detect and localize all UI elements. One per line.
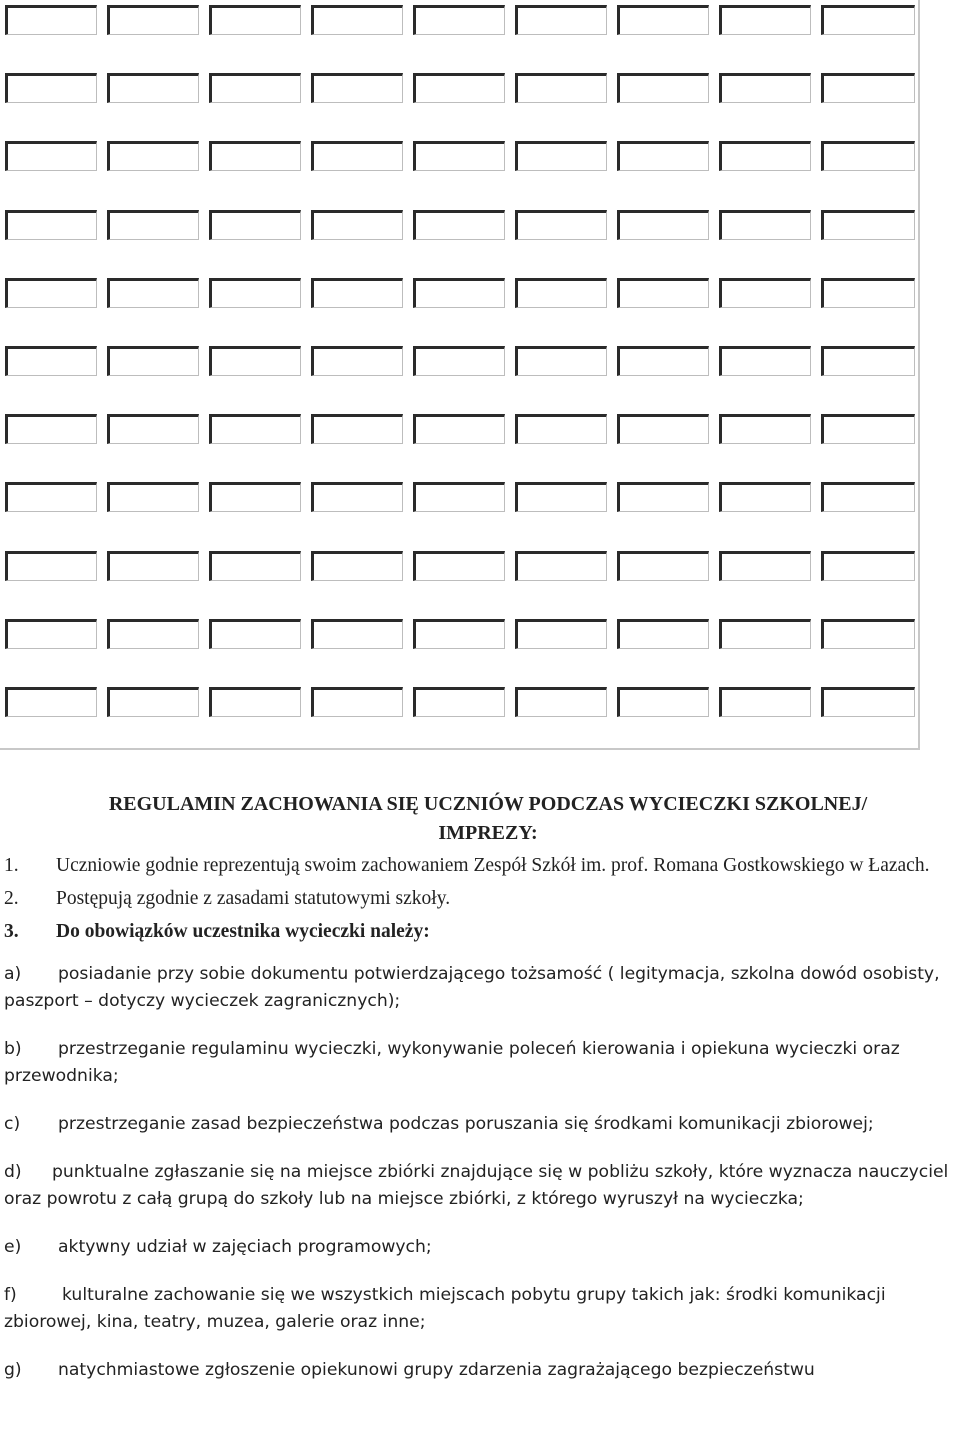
empty-field-box [209,551,301,581]
grid-cell [102,341,204,408]
grid-cell [0,0,102,67]
empty-field-box [719,414,811,444]
empty-field-box [107,210,199,240]
empty-field-box [719,73,811,103]
grid-cell [714,682,816,749]
grid-cell [306,0,408,67]
grid-cell [204,273,306,340]
empty-field-box [413,687,505,717]
point-text: Postępują zgodnie z zasadami statutowymi szkoły. [56,888,451,909]
empty-field-box [821,687,915,717]
regulations-title [24,790,952,848]
empty-field-box [515,414,607,444]
empty-field-box [5,141,97,171]
grid-row [0,273,920,340]
grid-cell [612,546,714,613]
empty-field-box [515,5,607,35]
empty-field-box [209,278,301,308]
grid-cell [306,68,408,135]
empty-field-box [311,73,403,103]
grid-cell [102,205,204,272]
empty-field-box [5,551,97,581]
grid-cell [816,409,920,476]
empty-field-box [311,5,403,35]
empty-field-box [209,482,301,512]
grid-cell [510,205,612,272]
grid-cell [714,136,816,203]
grid-cell [714,205,816,272]
grid-cell [0,546,102,613]
grid-cell [204,546,306,613]
empty-field-box [719,210,811,240]
empty-field-box [617,73,709,103]
empty-field-box [821,482,915,512]
grid-cell [204,614,306,681]
empty-field-box [311,619,403,649]
regulations-section [4,790,952,1384]
point-number: 1. [4,855,19,876]
empty-field-box [107,687,199,717]
empty-field-box [719,619,811,649]
point-number: 3. [4,921,19,942]
empty-field-box [107,278,199,308]
grid-row [0,136,920,203]
grid-cell [408,477,510,544]
grid-cell [0,68,102,135]
grid-cell [102,273,204,340]
empty-field-box [311,278,403,308]
item-text: przestrzeganie regulaminu wycieczki, wykonywanie poleceń kierowania i opiekuna wycieczki oraz przewodnika; [4,1039,900,1086]
grid-cell [0,205,102,272]
grid-cell [816,341,920,408]
grid-cell [306,682,408,749]
grid-cell [0,341,102,408]
item-letter: b) [4,1039,22,1059]
point-text: Do obowiązków uczestnika wycieczki należy: [56,921,430,942]
empty-field-box [413,5,505,35]
empty-field-box [209,414,301,444]
grid-cell [306,546,408,613]
grid-cell [510,546,612,613]
empty-field-box [515,346,607,376]
empty-field-box [311,141,403,171]
empty-field-box [821,619,915,649]
grid-cell [816,273,920,340]
grid-cell [816,68,920,135]
item-text: natychmiastowe zgłoszenie opiekunowi grupy zdarzenia zagrażającego bezpieczeństwu [58,1360,815,1380]
grid-cell [714,273,816,340]
empty-field-box [617,278,709,308]
empty-field-box [515,687,607,717]
empty-field-box [311,551,403,581]
empty-field-box [413,619,505,649]
empty-field-box [5,414,97,444]
grid-cell [204,341,306,408]
grid-cell [408,273,510,340]
empty-field-box [719,5,811,35]
grid-cell [714,477,816,544]
title-line-2: IMPREZY: [438,822,538,844]
empty-field-box [5,210,97,240]
grid-cell [0,136,102,203]
empty-field-box [413,210,505,240]
empty-field-box [515,482,607,512]
empty-field-box [311,210,403,240]
grid-cell [714,68,816,135]
empty-field-box [413,551,505,581]
empty-field-box [617,5,709,35]
grid-cell [408,614,510,681]
grid-cell [0,682,102,749]
grid-row [0,205,920,272]
empty-field-box [719,141,811,171]
empty-field-box [413,73,505,103]
point-2 [4,885,952,912]
grid-row [0,477,920,544]
empty-field-box [413,278,505,308]
grid-cell [102,614,204,681]
empty-field-box [107,619,199,649]
grid-cell [0,273,102,340]
empty-field-box [617,482,709,512]
empty-field-box [5,687,97,717]
grid-cell [816,477,920,544]
grid-cell [714,341,816,408]
empty-field-box [719,551,811,581]
grid-cell [204,477,306,544]
grid-cell [612,477,714,544]
point-1 [4,852,952,879]
item-e [4,1234,952,1261]
grid-row [0,614,920,681]
empty-field-box [617,414,709,444]
grid-row [0,0,920,67]
grid-cell [510,477,612,544]
grid-cell [612,68,714,135]
empty-field-box [515,551,607,581]
grid-cell [102,136,204,203]
empty-field-box [311,414,403,444]
grid-cell [408,341,510,408]
empty-field-box [821,551,915,581]
item-text: aktywny udział w zajęciach programowych; [58,1237,432,1257]
grid-cell [306,341,408,408]
grid-cell [102,68,204,135]
empty-field-box [107,5,199,35]
grid-cell [408,68,510,135]
grid-cell [816,205,920,272]
grid-cell [102,546,204,613]
grid-row [0,546,920,613]
item-d [4,1159,952,1213]
grid-cell [408,0,510,67]
empty-field-box [821,278,915,308]
empty-field-box [719,278,811,308]
empty-field-box [107,141,199,171]
empty-field-box [5,346,97,376]
empty-field-box [821,210,915,240]
grid-cell [0,614,102,681]
item-letter: d) [4,1162,22,1182]
item-b [4,1036,952,1090]
empty-field-box [5,482,97,512]
grid-cell [510,136,612,203]
empty-field-box [821,73,915,103]
grid-cell [510,682,612,749]
grid-row [0,409,920,476]
grid-cell [306,614,408,681]
grid-cell [612,273,714,340]
grid-cell [408,682,510,749]
empty-field-box [311,346,403,376]
grid-cell [612,409,714,476]
grid-cell [714,409,816,476]
empty-field-box [617,551,709,581]
item-letter: a) [4,964,22,984]
empty-field-box [5,619,97,649]
grid-cell [306,477,408,544]
item-text: przestrzeganie zasad bezpieczeństwa podczas poruszania się środkami komunikacji zbiorowej; [58,1114,874,1134]
empty-field-box [719,687,811,717]
empty-field-box [311,687,403,717]
empty-field-box [821,414,915,444]
grid-cell [714,614,816,681]
grid-cell [408,136,510,203]
empty-field-box [515,73,607,103]
empty-field-box [5,73,97,103]
empty-field-box [107,346,199,376]
empty-field-box [515,210,607,240]
point-3 [4,918,952,945]
grid-cell [204,682,306,749]
item-letter: g) [4,1360,22,1380]
empty-field-box [515,278,607,308]
grid-cell [102,0,204,67]
grid-cell [204,205,306,272]
grid-cell [510,409,612,476]
grid-row [0,68,920,135]
empty-field-box [107,414,199,444]
empty-field-box [209,210,301,240]
grid-cell [510,341,612,408]
grid-cell [612,205,714,272]
empty-field-box [617,141,709,171]
grid-cell [816,0,920,67]
grid-cell [612,614,714,681]
grid-cell [0,477,102,544]
empty-field-box [209,346,301,376]
empty-field-box [5,278,97,308]
grid-cell [204,409,306,476]
grid-cell [102,682,204,749]
grid-cell [102,409,204,476]
empty-field-box [209,141,301,171]
empty-field-box [719,346,811,376]
item-c [4,1111,952,1138]
item-letter: f) [4,1285,17,1305]
grid-cell [102,477,204,544]
point-text: Uczniowie godnie reprezentują swoim zachowaniem Zespół Szkół im. prof. Romana Gostkowskiego w Łazach. [56,855,930,876]
item-a [4,961,952,1015]
empty-field-box [107,551,199,581]
empty-field-box [515,619,607,649]
empty-field-box [413,482,505,512]
empty-field-box [209,73,301,103]
empty-field-box [617,619,709,649]
empty-field-box [209,5,301,35]
grid-cell [714,0,816,67]
grid-cell [408,205,510,272]
item-text: punktualne zgłaszanie się na miejsce zbiórki znajdujące się w pobliżu szkoły, które wyznacza nauczyciel oraz powrotu z całą grupą do szkoły lub na miejsce zbiórki, z którego wyruszył na wycieczka; [4,1162,949,1209]
item-letter: e) [4,1237,22,1257]
empty-field-box [413,141,505,171]
empty-field-box [107,73,199,103]
empty-field-box [107,482,199,512]
empty-field-box [617,687,709,717]
grid-cell [204,68,306,135]
empty-field-box [413,346,505,376]
grid-cell [612,136,714,203]
grid-cell [204,136,306,203]
grid-cell [408,409,510,476]
empty-field-box [209,687,301,717]
grid-cell [306,409,408,476]
grid-cell [612,0,714,67]
grid-cell [816,614,920,681]
empty-field-box [515,141,607,171]
grid-cell [306,136,408,203]
grid-cell [306,273,408,340]
item-f [4,1282,952,1336]
grid-cell [408,546,510,613]
item-text: kulturalne zachowanie się we wszystkich miejscach pobytu grupy takich jak: środki komunikacji zbiorowej, kina, teatry, muzea, galerie oraz inne; [4,1285,886,1332]
grid-cell [204,0,306,67]
empty-field-box [821,346,915,376]
empty-field-box [413,414,505,444]
empty-field-box [821,5,915,35]
empty-field-box [617,210,709,240]
empty-field-box [821,141,915,171]
grid-cell [816,136,920,203]
grid-cell [510,614,612,681]
grid-cell [510,0,612,67]
empty-field-box [5,5,97,35]
title-line-1: REGULAMIN ZACHOWANIA SIĘ UCZNIÓW PODCZAS WYCIECZKI SZKOLNEJ/ [108,793,868,815]
grid-cell [816,682,920,749]
empty-field-box [209,619,301,649]
item-g [4,1357,952,1384]
grid-cell [306,205,408,272]
grid-row [0,682,920,749]
item-letter: c) [4,1114,21,1134]
grid-cell [0,409,102,476]
grid-cell [612,682,714,749]
grid-row [0,341,920,408]
empty-field-box [311,482,403,512]
point-number: 2. [4,888,19,909]
grid-cell [714,546,816,613]
empty-field-box [719,482,811,512]
grid-cell [510,68,612,135]
grid-cell [612,341,714,408]
empty-field-box [617,346,709,376]
grid-cell [816,546,920,613]
grid-cell [510,273,612,340]
item-text: posiadanie przy sobie dokumentu potwierdzającego tożsamość ( legitymacja, szkolna dowód osobisty, paszport – dotyczy wycieczek zagranicznych); [4,964,940,1011]
